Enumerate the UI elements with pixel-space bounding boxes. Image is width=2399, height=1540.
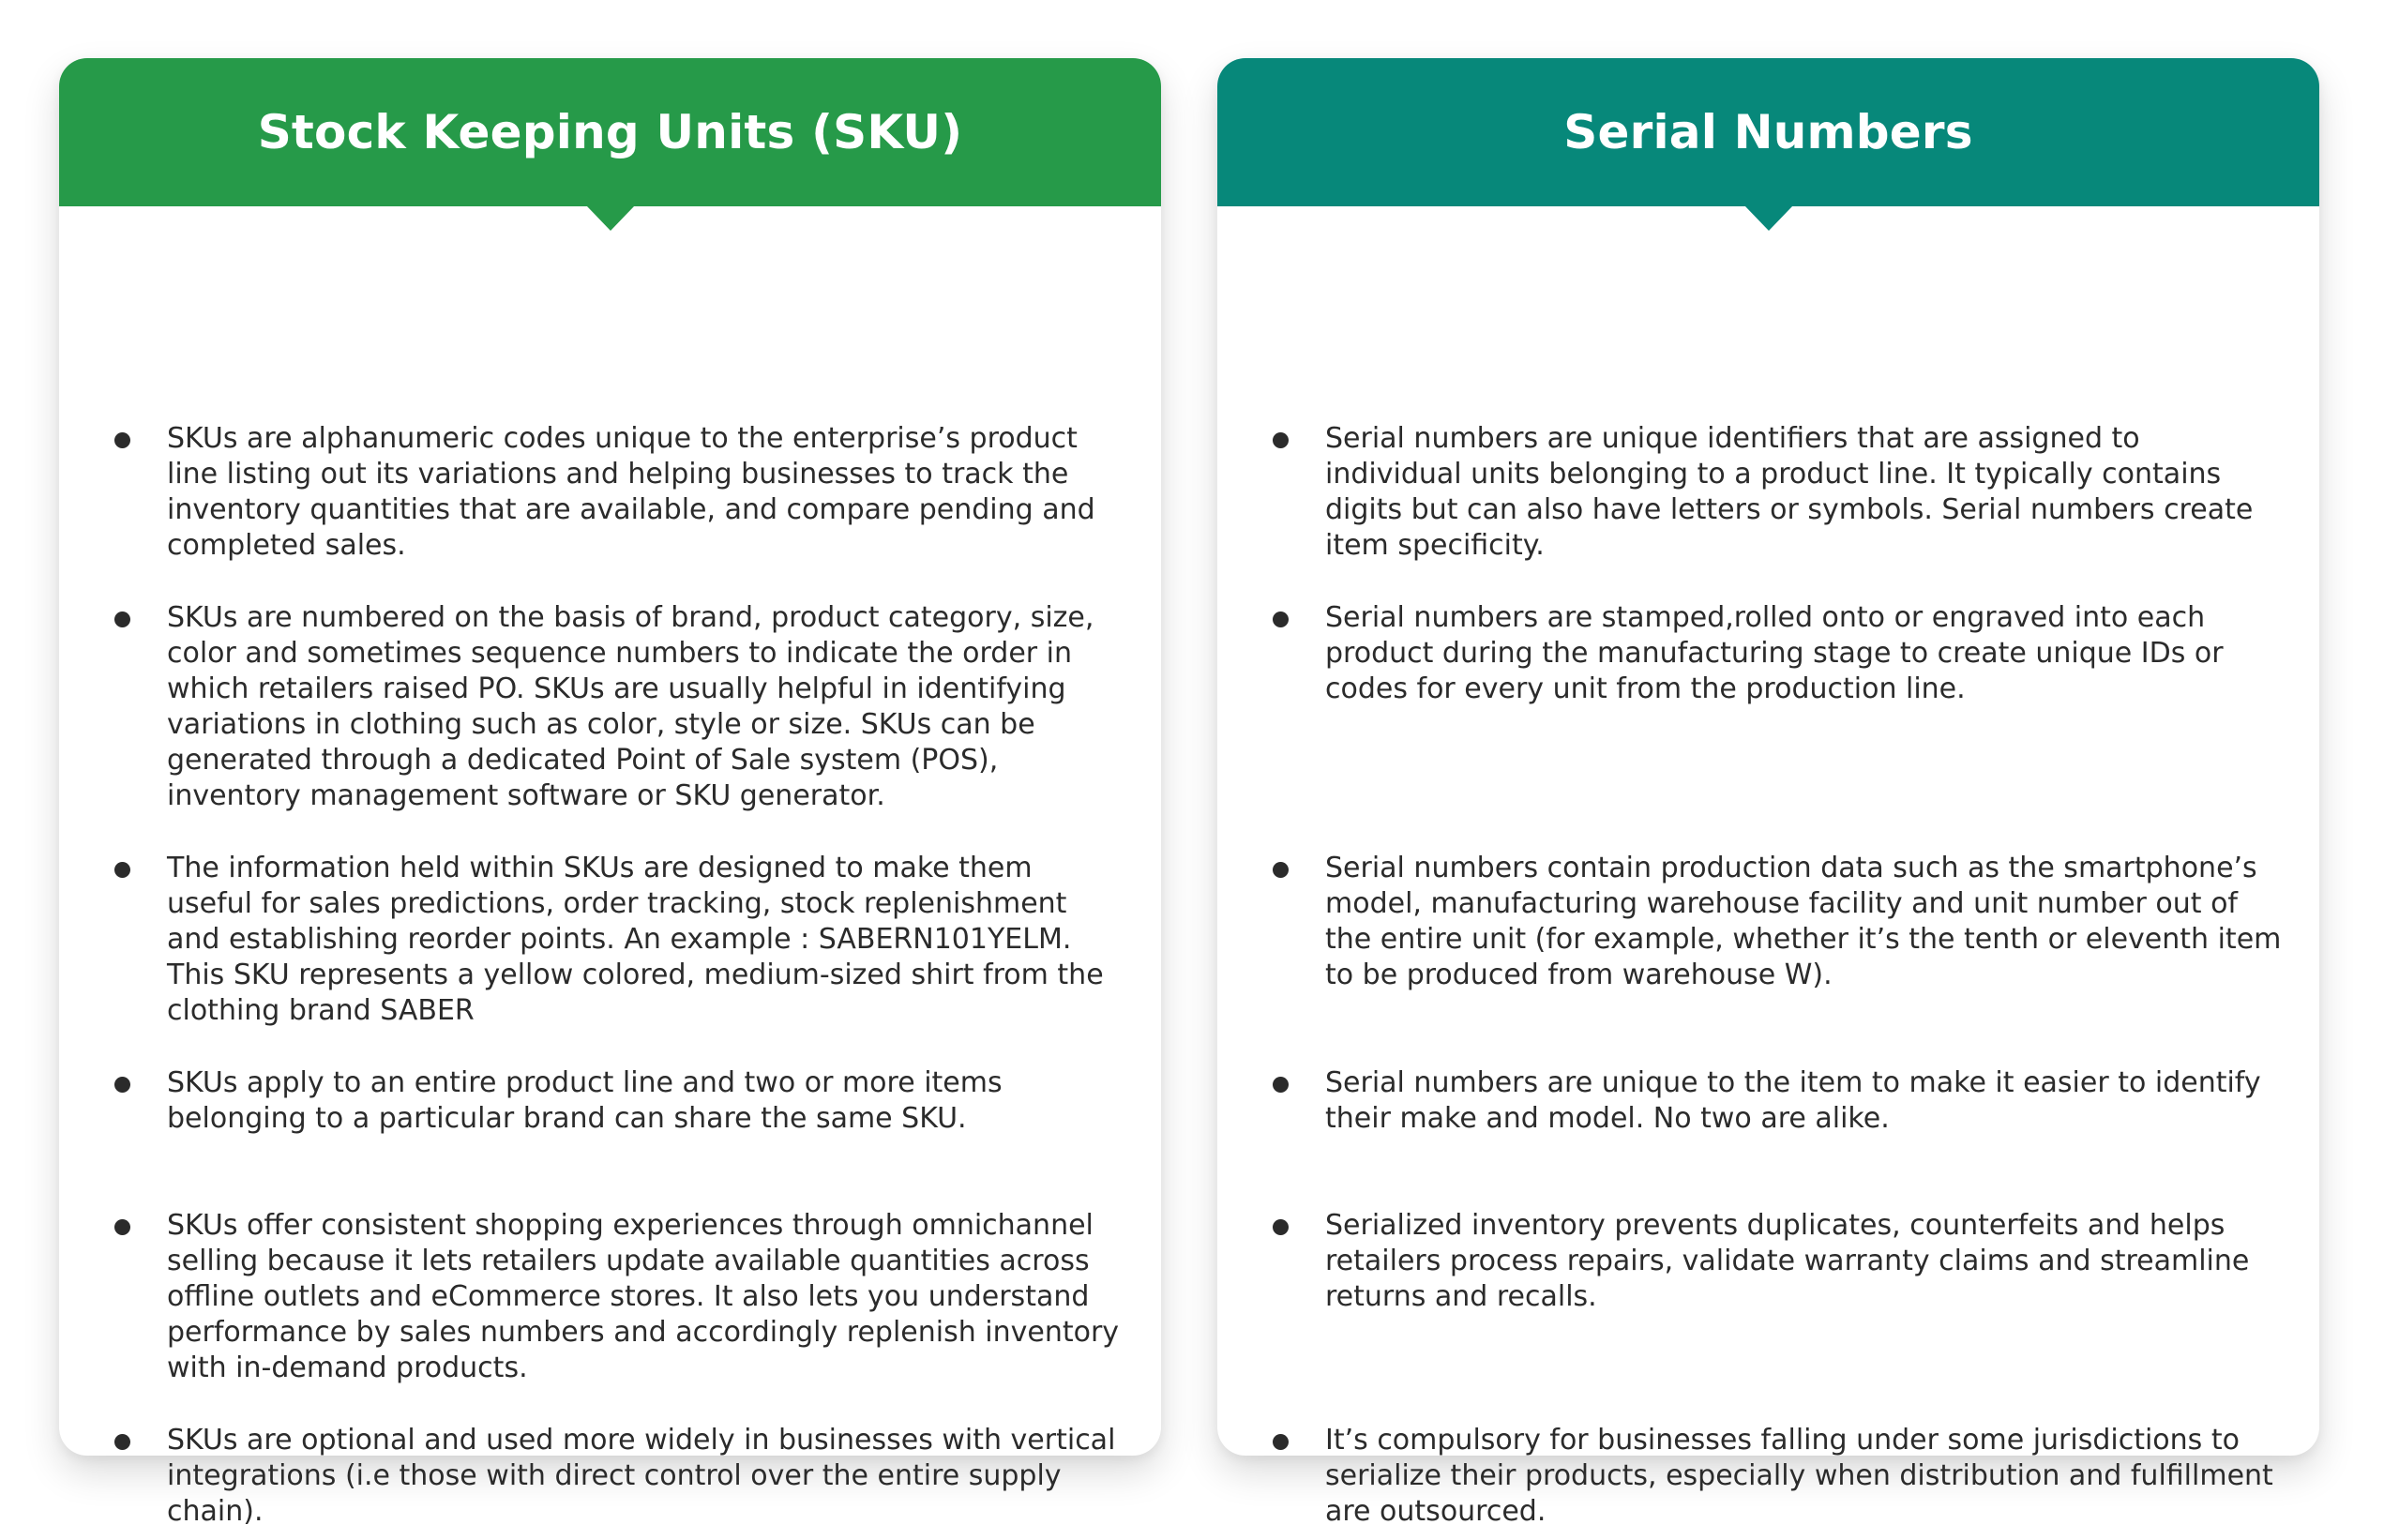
list-item: Serial numbers are unique to the item to make it easier to identify their make and model. No two are alike.: [1325, 1065, 2282, 1137]
list-item: Serial numbers are unique identifiers that are assigned to individual units belonging to a product line. It typically contains digits but can also have letters or symbols. Serial numbers create item specificity.: [1325, 421, 2282, 564]
bullet-icon: [114, 1219, 130, 1235]
bullet-icon: [114, 432, 130, 448]
list-item: Serial numbers are stamped,rolled onto or engraved into each product during the manufacturing stage to create unique IDs or codes for every unit from the production line.: [1325, 600, 2282, 707]
list-item: It’s compulsory for businesses falling under some jurisdictions to serialize their products, especially when distribution and fulfillment are outsourced.: [1325, 1423, 2282, 1530]
bullet-icon: [114, 862, 130, 878]
bullet-icon: [1273, 1077, 1289, 1093]
sku-card-header: [59, 58, 1161, 206]
list-item: Serial numbers contain production data such as the smartphone’s model, manufacturing warehouse facility and unit number out of the entire unit (for example, whether it’s the tenth or eleventh item to be produced from warehouse W).: [1325, 851, 2282, 993]
bullet-icon: [114, 1077, 130, 1093]
bullet-icon: [1273, 862, 1289, 878]
bullet-icon: [1273, 611, 1289, 627]
list-item: SKUs are numbered on the basis of brand, product category, size, color and sometimes sequence numbers to indicate the order in which retailers raised PO. SKUs are usually helpful in identifying variations in clothing such as color, style or size. SKUs can be generated through a dedicated Point of Sale system (POS), inventory management software or SKU generator.: [167, 600, 1124, 814]
bullet-icon: [1273, 432, 1289, 448]
list-item: The information held within SKUs are designed to make them useful for sales predictions, order tracking, stock replenishment and establishing reorder points. An example : SABERN101YELM. This SKU represents a yellow colored, medium-sized shirt from the clothing brand SABER: [167, 851, 1124, 1029]
serial-card-title: Serial Numbers: [1563, 105, 1973, 159]
sku-card: [59, 58, 1161, 1528]
list-item: SKUs offer consistent shopping experiences through omnichannel selling because it lets retailers update available quantities across offline outlets and eCommerce stores. It also lets you understand performance by sales numbers and accordingly replenish inventory with in-demand products.: [167, 1208, 1124, 1386]
bullet-icon: [1273, 1219, 1289, 1235]
bullet-icon: [114, 611, 130, 627]
sku-card-title: Stock Keeping Units (SKU): [257, 105, 963, 159]
list-item: SKUs apply to an entire product line and two or more items belonging to a particular brand can share the same SKU.: [167, 1065, 1124, 1137]
list-item: SKUs are optional and used more widely in businesses with vertical integrations (i.e those with direct control over the entire supply chain).: [167, 1423, 1124, 1530]
list-item: Serialized inventory prevents duplicates, counterfeits and helps retailers process repairs, validate warranty claims and streamline returns and recalls.: [1325, 1208, 2282, 1315]
list-item: SKUs are alphanumeric codes unique to the enterprise’s product line listing out its variations and helping businesses to track the inventory quantities that are available, and compare pending and completed sales.: [167, 421, 1124, 564]
bullet-icon: [114, 1434, 130, 1450]
bullet-icon: [1273, 1434, 1289, 1450]
serial-card: [1217, 58, 2319, 1528]
serial-card-header: [1217, 58, 2319, 206]
